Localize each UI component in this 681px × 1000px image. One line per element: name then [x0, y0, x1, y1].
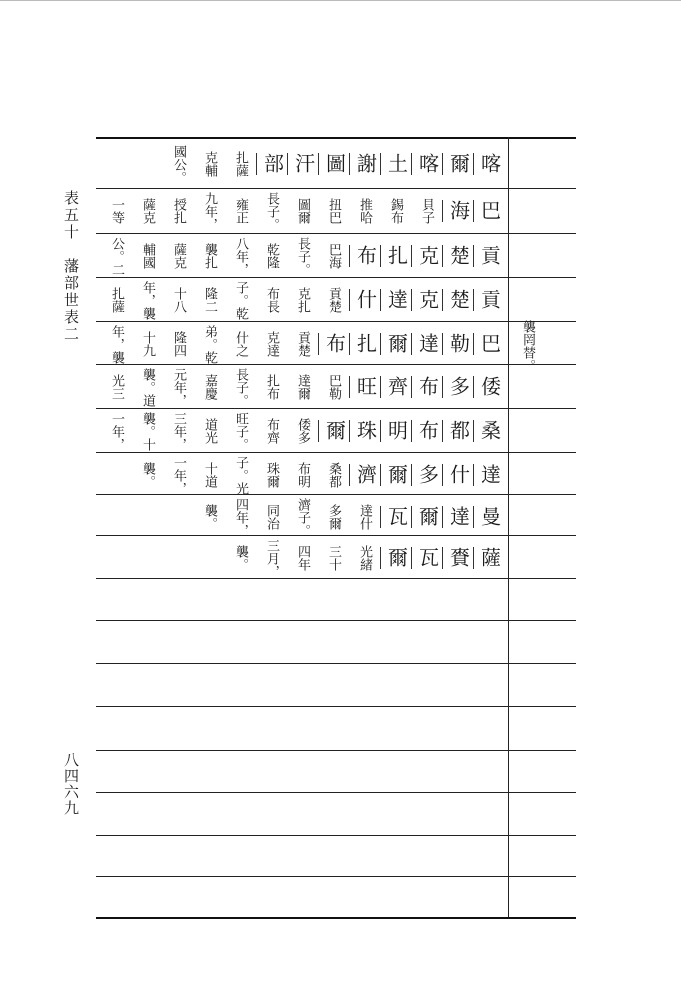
entry-note: 三月， — [264, 538, 279, 578]
entry-name-char: 爾 — [380, 464, 412, 486]
table-cell — [287, 537, 318, 579]
table-row — [96, 366, 508, 408]
table-cell — [256, 235, 287, 277]
table-cell — [132, 323, 163, 365]
entry-note: 三年， — [171, 411, 186, 451]
entry-note: 三十 — [326, 545, 341, 571]
entry-note: 長子。 — [233, 367, 248, 407]
table-cell — [287, 410, 318, 452]
table-cell — [287, 496, 318, 538]
entry-note: 錫布 — [388, 198, 403, 224]
entry-note: 十道 — [202, 462, 217, 488]
entry-note: 薩克 — [171, 243, 186, 269]
table-cell — [256, 410, 287, 452]
table-cell — [287, 366, 318, 408]
entry-name-char: 多 — [411, 464, 443, 486]
table-cell — [411, 366, 442, 408]
table-row — [96, 410, 508, 452]
entry-note: 襲。 — [202, 504, 217, 530]
table-cell — [225, 140, 256, 188]
table-row — [96, 235, 508, 277]
table-cell — [225, 323, 256, 365]
table-cell — [318, 323, 349, 365]
entry-note: 襲。道 — [140, 367, 155, 407]
entry-name-char: 爾 — [380, 333, 412, 355]
table-cell — [442, 454, 473, 496]
entry-name-char: 瓦 — [411, 547, 443, 569]
table-cell — [194, 454, 225, 496]
table-cell — [256, 323, 287, 365]
table-cell — [442, 410, 473, 452]
table-cell — [225, 366, 256, 408]
entry-name-char: 布 — [318, 333, 350, 355]
entry-name-char: 珠 — [349, 420, 381, 442]
table-cell — [101, 366, 132, 408]
entry-note: 扎薩 — [233, 151, 248, 177]
entry-name-char: 謝 — [349, 153, 381, 175]
table-cell — [256, 537, 287, 579]
table-cell — [473, 140, 504, 188]
table-cell — [380, 410, 411, 452]
table-cell — [380, 537, 411, 579]
table-cell — [349, 235, 380, 277]
entry-name-char: 喀 — [411, 153, 443, 175]
entry-note: 元年， — [171, 367, 186, 407]
table-cell — [256, 454, 287, 496]
entry-note: 襲。十 — [140, 411, 155, 451]
table-cell — [318, 279, 349, 321]
entry-note: 布明 — [295, 462, 310, 488]
entry-note: 長子。 — [295, 236, 310, 276]
entry-name-char: 貢 — [473, 289, 505, 311]
row-rule — [96, 321, 576, 322]
table-cell — [163, 279, 194, 321]
table-cell — [318, 496, 349, 538]
entry-note: 扎布 — [264, 374, 279, 400]
entry-note: 年，襲 — [109, 324, 124, 364]
margin-title: 表五十 藩部世表二 — [62, 190, 80, 343]
table-cell — [442, 537, 473, 579]
entry-name-char: 布 — [349, 245, 381, 267]
table-cell — [132, 366, 163, 408]
table-cell — [225, 496, 256, 538]
table-cell — [318, 366, 349, 408]
table-cell — [349, 366, 380, 408]
table-cell — [411, 496, 442, 538]
entry-note: 年，襲 — [140, 280, 155, 320]
table-cell — [256, 496, 287, 538]
table-cell — [163, 323, 194, 365]
table-cell — [442, 323, 473, 365]
table-cell — [318, 537, 349, 579]
table-cell — [442, 279, 473, 321]
entry-note: 隆二 — [202, 287, 217, 313]
table-cell — [194, 496, 225, 538]
table-cell — [101, 190, 132, 232]
entry-name-char: 汗 — [287, 153, 319, 175]
entry-name-char: 土 — [380, 153, 412, 175]
table-cell — [473, 366, 504, 408]
table-cell — [163, 366, 194, 408]
entry-note: 國公。 — [171, 144, 186, 184]
table-cell — [380, 235, 411, 277]
table-cell — [349, 537, 380, 579]
entry-note: 子。乾 — [233, 280, 248, 320]
entry-note: 公。二 — [109, 236, 124, 276]
table-cell — [132, 454, 163, 496]
entry-note: 乾隆 — [264, 243, 279, 269]
table-row — [96, 279, 508, 321]
table-cell — [101, 323, 132, 365]
table-cell — [101, 410, 132, 452]
table-top-rule — [96, 137, 576, 139]
table-cell — [194, 279, 225, 321]
table-cell — [225, 454, 256, 496]
table-cell — [349, 496, 380, 538]
entry-note: 四年， — [233, 497, 248, 537]
table-cell — [194, 410, 225, 452]
entry-note: 八年， — [233, 236, 248, 276]
entry-note: 一年， — [109, 411, 124, 451]
entry-name-char: 克 — [411, 289, 443, 311]
top-rule — [0, 0, 681, 1]
entry-name-char: 喀 — [473, 153, 505, 175]
table-cell — [163, 190, 194, 232]
table-cell — [473, 279, 504, 321]
table-cell — [411, 140, 442, 188]
table-cell — [194, 323, 225, 365]
entry-name-char: 扎 — [349, 333, 381, 355]
entry-name-char: 濟 — [349, 464, 381, 486]
table-cell — [442, 235, 473, 277]
entry-note: 巴勒 — [326, 374, 341, 400]
table-cell — [194, 190, 225, 232]
table-cell — [411, 454, 442, 496]
table-cell — [411, 410, 442, 452]
entry-name-char: 旺 — [349, 376, 381, 398]
entry-name-char: 多 — [442, 376, 474, 398]
table-cell — [349, 454, 380, 496]
table-cell — [349, 190, 380, 232]
table-cell — [411, 323, 442, 365]
row-rule — [96, 876, 576, 877]
column-divider — [508, 137, 509, 917]
table-cell — [132, 190, 163, 232]
table-cell — [194, 366, 225, 408]
entry-note: 扭巴 — [326, 198, 341, 224]
table-cell — [380, 454, 411, 496]
row-rule — [96, 188, 576, 189]
entry-note: 貢楚 — [326, 287, 341, 313]
table-cell — [256, 140, 287, 188]
row-rule — [96, 452, 576, 453]
entry-note: 嘉慶 — [202, 374, 217, 400]
table-cell — [287, 235, 318, 277]
table-cell — [349, 323, 380, 365]
table-cell — [256, 190, 287, 232]
entry-note: 一等 — [109, 198, 124, 224]
entry-note: 達什 — [357, 504, 372, 530]
entry-note: 襲扎 — [202, 243, 217, 269]
entry-name-char: 布 — [411, 376, 443, 398]
entry-name-char: 達 — [411, 333, 443, 355]
table-row — [96, 323, 508, 365]
table-cell — [380, 496, 411, 538]
table-cell — [473, 235, 504, 277]
entry-name-char: 勒 — [442, 333, 474, 355]
table-cell — [225, 190, 256, 232]
entry-name-char: 海 — [442, 200, 474, 222]
row-rule — [96, 620, 576, 621]
entry-note: 授扎 — [171, 198, 186, 224]
table-cell — [287, 279, 318, 321]
row-rule — [96, 663, 576, 664]
table-cell — [349, 410, 380, 452]
table-cell — [287, 323, 318, 365]
table-cell — [225, 279, 256, 321]
table-cell — [132, 410, 163, 452]
table-cell — [380, 140, 411, 188]
table-cell — [442, 496, 473, 538]
table-cell — [163, 410, 194, 452]
entry-name-char: 巴 — [473, 333, 505, 355]
entry-note: 雍正 — [233, 198, 248, 224]
table-cell — [318, 140, 349, 188]
table-row — [96, 190, 508, 232]
entry-note: 布齊 — [264, 418, 279, 444]
row-rule — [96, 408, 576, 409]
table-cell — [256, 279, 287, 321]
table-row — [96, 140, 508, 188]
table-cell — [411, 537, 442, 579]
row-rule — [96, 277, 576, 278]
entry-name-char: 賚 — [442, 547, 474, 569]
entry-note: 輔國 — [140, 243, 155, 269]
entry-note: 光三 — [109, 374, 124, 400]
table-cell — [132, 279, 163, 321]
entry-note: 旺子。 — [233, 411, 248, 451]
entry-name-char: 克 — [411, 245, 443, 267]
table-cell — [225, 537, 256, 579]
entry-name-char: 達 — [380, 289, 412, 311]
table-cell — [287, 454, 318, 496]
table-cell — [349, 140, 380, 188]
entry-name-char: 曼 — [473, 506, 505, 528]
table-cell — [473, 454, 504, 496]
entry-name-char: 楚 — [442, 245, 474, 267]
entry-note: 道光 — [202, 418, 217, 444]
entry-name-char: 達 — [473, 464, 505, 486]
entry-note: 布長 — [264, 287, 279, 313]
entry-note: 貢楚 — [295, 331, 310, 357]
entry-name-char: 齊 — [380, 376, 412, 398]
entry-name-char: 什 — [442, 464, 474, 486]
entry-name-char: 貢 — [473, 245, 505, 267]
table-cell — [380, 190, 411, 232]
table-cell — [473, 537, 504, 579]
entry-name-char: 達 — [442, 506, 474, 528]
entry-name-char: 薩 — [473, 547, 505, 569]
entry-name-char: 楚 — [442, 289, 474, 311]
entry-note: 襲。 — [233, 545, 248, 571]
entry-name-char: 部 — [256, 153, 288, 175]
table-cell — [442, 190, 473, 232]
table-cell — [318, 454, 349, 496]
table-cell — [411, 190, 442, 232]
table-cell — [442, 140, 473, 188]
table-cell — [225, 410, 256, 452]
entry-note: 同治 — [264, 504, 279, 530]
table-cell — [256, 366, 287, 408]
entry-name-char: 倭 — [473, 376, 505, 398]
table-cell — [225, 235, 256, 277]
table-cell — [163, 235, 194, 277]
table-cell — [380, 366, 411, 408]
entry-name-char: 巴 — [473, 200, 505, 222]
table-cell — [473, 410, 504, 452]
table-cell — [380, 323, 411, 365]
table-cell — [318, 235, 349, 277]
table-row — [96, 454, 508, 496]
table-cell — [473, 323, 504, 365]
table-cell — [473, 190, 504, 232]
entry-note: 達爾 — [295, 374, 310, 400]
entry-note: 薩克 — [140, 198, 155, 224]
entry-note: 克達 — [264, 331, 279, 357]
table-row — [96, 496, 508, 538]
entry-note: 長子。 — [264, 191, 279, 231]
table-cell — [411, 235, 442, 277]
entry-note: 九年， — [202, 191, 217, 231]
table-cell — [411, 279, 442, 321]
entry-note: 濟子。 — [295, 497, 310, 537]
row-rule — [96, 233, 576, 234]
entry-note: 扎薩 — [109, 287, 124, 313]
entry-note: 巴海 — [326, 243, 341, 269]
table-cell — [318, 190, 349, 232]
table-cell — [101, 279, 132, 321]
entry-note: 弟。乾 — [202, 324, 217, 364]
entry-note: 十八 — [171, 287, 186, 313]
entry-name-char: 圖 — [318, 153, 350, 175]
entry-name-char: 布 — [411, 420, 443, 442]
entry-note: 桑都 — [326, 462, 341, 488]
row-rule — [96, 835, 576, 836]
entry-note: 子。光 — [233, 455, 248, 495]
table-bottom-rule — [96, 917, 576, 919]
entry-note: 襲。 — [140, 462, 155, 488]
entry-note: 克扎 — [295, 287, 310, 313]
entry-note: 克輔 — [202, 151, 217, 177]
entry-name-char: 爾 — [411, 506, 443, 528]
table-cell — [349, 279, 380, 321]
side-note: 襲罔替。 — [520, 320, 535, 372]
table-cell — [101, 235, 132, 277]
row-rule — [96, 792, 576, 793]
table-cell — [163, 140, 194, 188]
entry-note: 十九 — [140, 331, 155, 357]
entry-name-char: 明 — [380, 420, 412, 442]
entry-name-char: 扎 — [380, 245, 412, 267]
entry-note: 倭多 — [295, 418, 310, 444]
table-cell — [318, 410, 349, 452]
entry-name-char: 爾 — [380, 547, 412, 569]
entry-note: 什之 — [233, 331, 248, 357]
entry-name-char: 爾 — [442, 153, 474, 175]
table-cell — [287, 140, 318, 188]
table-cell — [132, 235, 163, 277]
row-rule — [96, 750, 576, 751]
entry-note: 貝子 — [419, 198, 434, 224]
entry-name-char: 什 — [349, 289, 381, 311]
table-cell — [194, 140, 225, 188]
entry-note: 隆四 — [171, 331, 186, 357]
entry-note: 圖爾 — [295, 198, 310, 224]
page-number: 八四六九 — [62, 752, 80, 816]
entry-note: 一年， — [171, 455, 186, 495]
entry-note: 四年 — [295, 545, 310, 571]
entry-name-char: 爾 — [318, 420, 350, 442]
row-rule — [96, 706, 576, 707]
table-cell — [380, 279, 411, 321]
entry-name-char: 瓦 — [380, 506, 412, 528]
entry-note: 光緒 — [357, 545, 372, 571]
entry-note: 推哈 — [357, 198, 372, 224]
table-cell — [473, 496, 504, 538]
table-cell — [163, 454, 194, 496]
table-cell — [194, 235, 225, 277]
entry-name-char: 桑 — [473, 420, 505, 442]
entry-note: 多爾 — [326, 504, 341, 530]
table-cell — [442, 366, 473, 408]
entry-name-char: 都 — [442, 420, 474, 442]
table-cell — [287, 190, 318, 232]
table-row — [96, 537, 508, 579]
entry-note: 珠爾 — [264, 462, 279, 488]
